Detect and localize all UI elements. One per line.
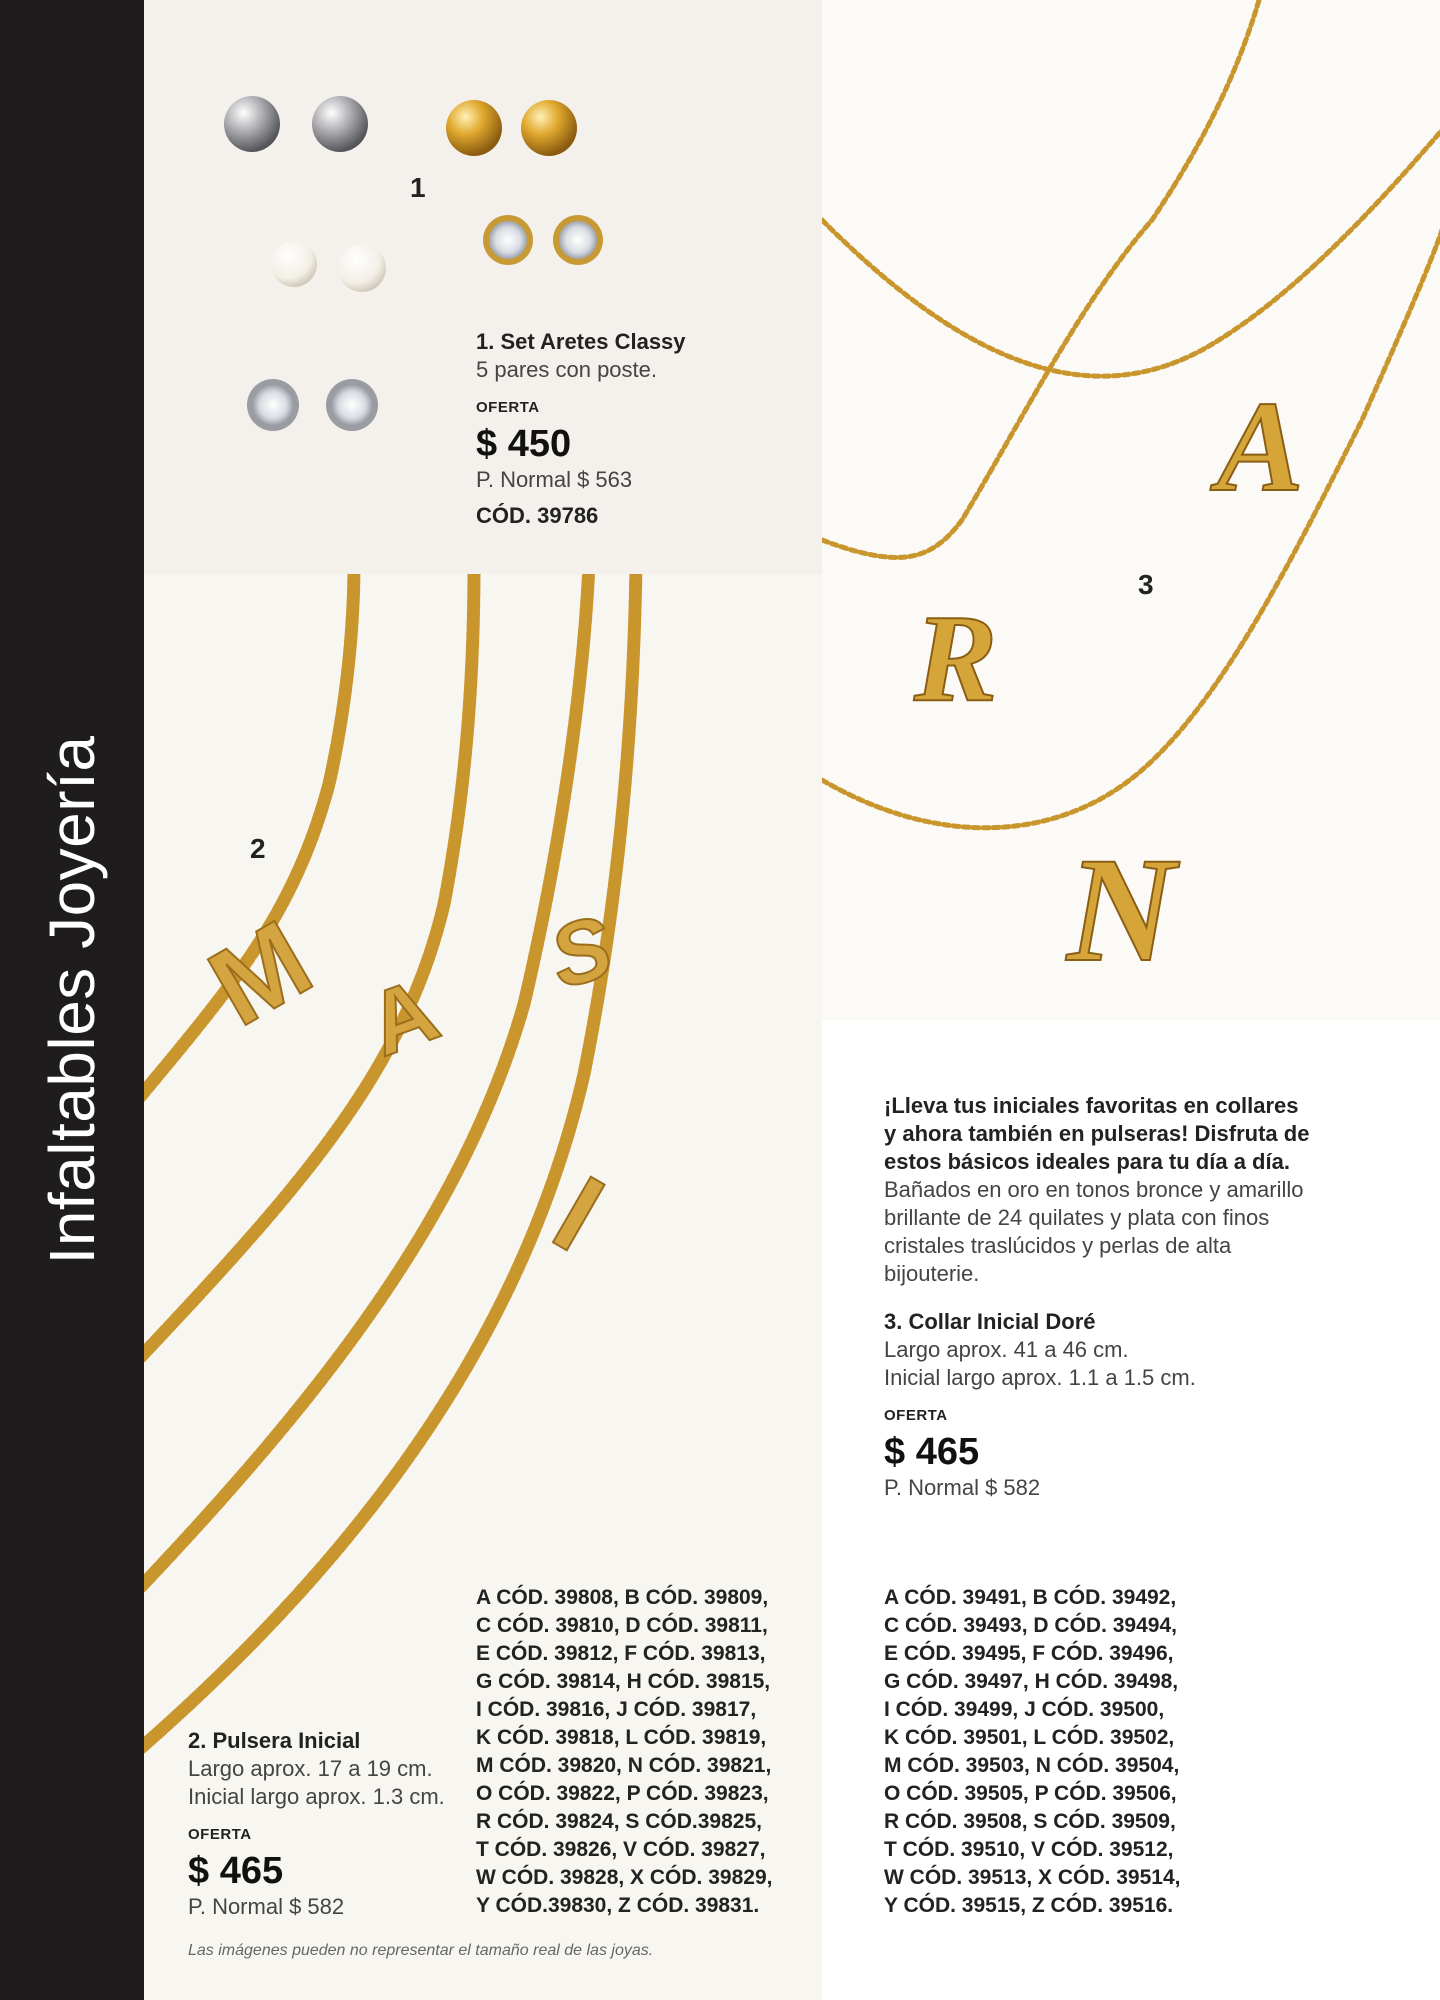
bracelet-length: Largo aprox. 17 a 19 cm.: [188, 1756, 433, 1781]
bracelet-chain: [144, 574, 636, 1754]
necklace-intro: brillante de 24 quilates y plata con finos: [884, 1205, 1270, 1230]
earrings-description: 5 pares con poste.: [476, 357, 658, 382]
code-line: E CÓD. 39495, F CÓD. 39496,: [884, 1642, 1174, 1665]
sidebar: [0, 0, 144, 2000]
section-title: Infaltables Joyería: [36, 735, 108, 1265]
bracelet-number: 2: [250, 833, 266, 864]
silver-ball-earring: [224, 96, 280, 152]
earrings-code: CÓD. 39786: [476, 503, 599, 528]
necklace-chain: [822, 130, 1440, 376]
silver-ball-earring: [312, 96, 368, 152]
necklace-intro: bijouterie.: [884, 1261, 980, 1286]
necklace-pendant-letter: A: [1217, 375, 1304, 519]
code-line: Y CÓD.39830, Z CÓD. 39831.: [476, 1894, 760, 1917]
code-line: T CÓD. 39826, V CÓD. 39827,: [476, 1838, 766, 1861]
bracelet-pendant-letter: S: [539, 896, 623, 1008]
necklace-pendant-letter: N: [1067, 827, 1176, 993]
bracelet-pendant-letter: A: [355, 959, 451, 1076]
necklace-intro-bold: ¡Lleva tus iniciales favoritas en collares: [884, 1093, 1299, 1118]
necklace-length: Largo aprox. 41 a 46 cm.: [884, 1337, 1129, 1362]
code-line: A CÓD. 39491, B CÓD. 39492,: [884, 1586, 1177, 1609]
earrings-offer-label: OFERTA: [476, 399, 540, 416]
bracelet-info: [188, 1727, 445, 1921]
pearl-earring: [271, 241, 317, 287]
code-line: A CÓD. 39808, B CÓD. 39809,: [476, 1586, 769, 1609]
bracelet-pendant-letter: M: [189, 897, 331, 1050]
necklace-number: 3: [1138, 569, 1154, 600]
necklace-normal-price: P. Normal $ 582: [884, 1475, 1041, 1500]
bracelet-name: 2. Pulsera Inicial: [188, 1728, 361, 1753]
necklace-intro-bold: estos básicos ideales para tu día a día.: [884, 1149, 1290, 1174]
necklace-intro-bold: y ahora también en pulseras! Disfruta de: [884, 1121, 1310, 1146]
code-line: W CÓD. 39828, X CÓD. 39829,: [476, 1866, 773, 1889]
necklace-offer-label: OFERTA: [884, 1407, 948, 1424]
necklace-intro: cristales traslúcidos y perlas de alta: [884, 1233, 1232, 1258]
necklace-intro: Bañados en oro en tonos bronce y amarillo: [884, 1177, 1304, 1202]
code-line: O CÓD. 39822, P CÓD. 39823,: [476, 1782, 769, 1805]
bracelet-normal-price: P. Normal $ 582: [188, 1894, 345, 1919]
necklace-photo-panel: [822, 0, 1440, 1020]
earrings-info: [476, 328, 686, 530]
code-line: I CÓD. 39816, J CÓD. 39817,: [476, 1698, 757, 1721]
code-line: G CÓD. 39497, H CÓD. 39498,: [884, 1670, 1179, 1693]
code-line: T CÓD. 39510, V CÓD. 39512,: [884, 1838, 1174, 1861]
gold-ball-earring: [521, 100, 577, 156]
gold-crystal-earring-stone: [489, 221, 527, 259]
necklace-info: [884, 1092, 1309, 1502]
bracelet-codes: [476, 1584, 772, 1920]
bracelet-initial-size: Inicial largo aprox. 1.3 cm.: [188, 1784, 445, 1809]
code-line: R CÓD. 39824, S CÓD.39825,: [476, 1810, 762, 1833]
code-line: K CÓD. 39818, L CÓD. 39819,: [476, 1726, 767, 1749]
necklace-price: $ 465: [884, 1431, 980, 1473]
code-line: E CÓD. 39812, F CÓD. 39813,: [476, 1642, 766, 1665]
footnote: Las imágenes pueden no representar el tamaño real de las joyas.: [188, 1942, 654, 1959]
earrings-name: 1. Set Aretes Classy: [476, 329, 686, 354]
bracelet-price: $ 465: [188, 1850, 284, 1892]
code-line: Y CÓD. 39515, Z CÓD. 39516.: [884, 1894, 1174, 1917]
earrings-price: $ 450: [476, 423, 572, 465]
bracelet-pendant-letter: I: [534, 1152, 623, 1275]
gold-crystal-earring-stone: [559, 221, 597, 259]
necklace-chain: [822, 230, 1440, 828]
bracelet-offer-label: OFERTA: [188, 1826, 252, 1843]
code-line: C CÓD. 39493, D CÓD. 39494,: [884, 1614, 1177, 1637]
code-line: M CÓD. 39503, N CÓD. 39504,: [884, 1754, 1180, 1777]
code-line: C CÓD. 39810, D CÓD. 39811,: [476, 1614, 768, 1637]
silver-crystal-earring-stone: [253, 385, 293, 425]
necklace-pendant-letter: R: [914, 590, 998, 728]
code-line: K CÓD. 39501, L CÓD. 39502,: [884, 1726, 1175, 1749]
necklace-name: 3. Collar Inicial Doré: [884, 1309, 1096, 1334]
pearl-earring: [338, 244, 386, 292]
silver-crystal-earring-stone: [332, 385, 372, 425]
earrings-normal-price: P. Normal $ 563: [476, 467, 633, 492]
code-line: M CÓD. 39820, N CÓD. 39821,: [476, 1754, 772, 1777]
code-line: W CÓD. 39513, X CÓD. 39514,: [884, 1866, 1181, 1889]
necklace-codes: [884, 1584, 1180, 1920]
earrings-number: 1: [410, 172, 426, 203]
code-line: O CÓD. 39505, P CÓD. 39506,: [884, 1782, 1177, 1805]
necklace-initial-size: Inicial largo aprox. 1.1 a 1.5 cm.: [884, 1365, 1196, 1390]
code-line: R CÓD. 39508, S CÓD. 39509,: [884, 1810, 1176, 1833]
gold-ball-earring: [446, 100, 502, 156]
code-line: G CÓD. 39814, H CÓD. 39815,: [476, 1670, 771, 1693]
necklace-image: [822, 0, 1440, 1020]
code-line: I CÓD. 39499, J CÓD. 39500,: [884, 1698, 1165, 1721]
